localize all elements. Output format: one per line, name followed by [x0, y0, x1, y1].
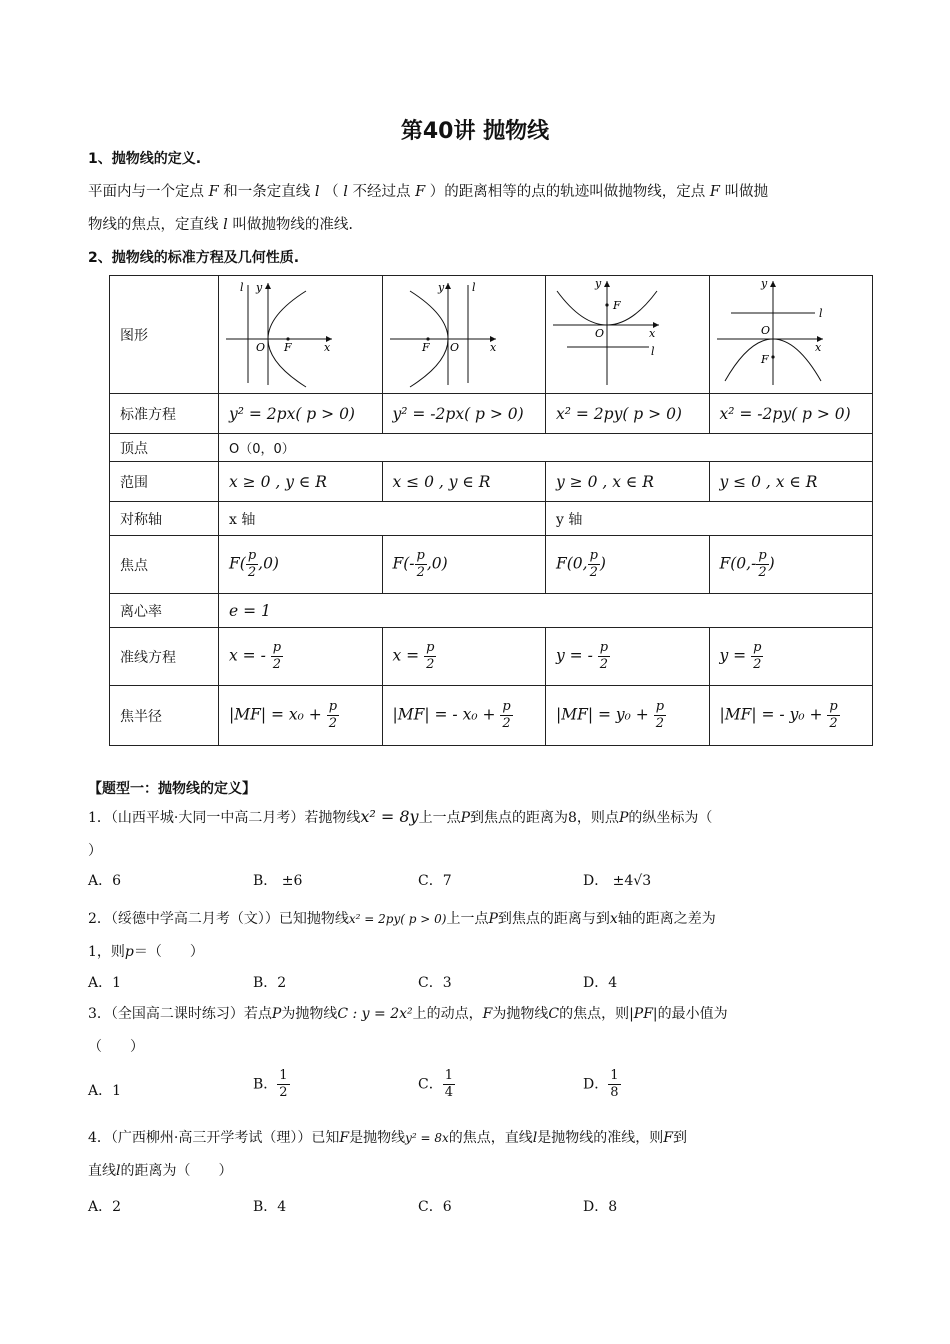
row-label: 焦半径 — [110, 686, 219, 746]
equation-cell: y² = -2px( p > 0) — [382, 394, 546, 434]
figure-cell — [219, 276, 383, 394]
axis-cell: x 轴 — [219, 502, 546, 536]
directrix-cell: y = - $\frac{p}{2}$ — [546, 628, 710, 686]
figure-cell — [709, 276, 873, 394]
option-a[interactable]: A．2 — [88, 1199, 122, 1215]
graph-right-opening — [220, 277, 380, 389]
label-F: F — [421, 340, 430, 354]
question-4-options — [88, 1196, 868, 1226]
focus-cell: F(- $\frac{p}{2}$ ,0) — [382, 536, 546, 594]
range-cell: x ≥ 0 , y ∈ R — [219, 462, 383, 502]
option-c[interactable]: C．6 — [418, 1199, 452, 1215]
table-row-focal-radius — [110, 686, 873, 746]
option-d[interactable]: D． ±4√3 — [583, 873, 652, 889]
focal-radius-cell: |MF| = - x₀ + $\frac{p}{2}$ — [382, 686, 546, 746]
option-a[interactable]: A．1 — [88, 975, 122, 991]
label-O: O — [760, 323, 770, 337]
option-b[interactable]: B． $\frac{1}{2}$ — [253, 1068, 288, 1100]
definition-line-1: 平面内与一个定点 F 和一条定直线 l （ l 不经过点 F ）的距离相等的点的轨迹叫做抛物线，定点 F 叫做抛 — [88, 184, 769, 200]
directrix-cell: x = - $\frac{p}{2}$ — [219, 628, 383, 686]
label-l: l — [471, 280, 476, 294]
axis-cell: y 轴 — [546, 502, 873, 536]
range-cell: y ≥ 0 , x ∈ R — [546, 462, 710, 502]
option-d[interactable]: D． $\frac{1}{8}$ — [583, 1068, 619, 1100]
table-row-equation — [110, 394, 873, 434]
label-F: F — [760, 352, 769, 366]
label-O: O — [449, 340, 459, 354]
label-y: y — [437, 280, 444, 294]
row-label: 范围 — [110, 462, 219, 502]
equation-cell: x² = -2py( p > 0) — [709, 394, 873, 434]
option-a[interactable]: A．1 — [88, 1083, 122, 1099]
focus-cell: F( $\frac{p}{2}$ ,0) — [219, 536, 383, 594]
option-d[interactable]: D．8 — [583, 1199, 618, 1215]
label-l: l — [651, 344, 655, 358]
equation-cell: x² = 2py( p > 0) — [546, 394, 710, 434]
table-row-focus — [110, 536, 873, 594]
row-label: 对称轴 — [110, 502, 219, 536]
option-b[interactable]: B．4 — [253, 1199, 287, 1215]
table-row-axis — [110, 502, 873, 536]
directrix-cell: x = $\frac{p}{2}$ — [382, 628, 546, 686]
label-F: F — [613, 298, 621, 312]
graph-up-opening — [547, 277, 707, 389]
label-y: y — [256, 280, 263, 294]
graph-left-opening — [384, 277, 544, 389]
parabola-properties-table — [109, 275, 873, 746]
range-cell: x ≤ 0 , y ∈ R — [382, 462, 546, 502]
table-row-eccentricity — [110, 594, 873, 628]
definition-paragraph — [88, 176, 868, 242]
question-4: 4．（广西柳州·高三开学考试（理））已知F是抛物线y² = 8x的焦点，直线l是抛物线的准线，则F到 直线l的距离为（ ） — [88, 1130, 687, 1179]
row-label: 顶点 — [110, 434, 219, 462]
label-x: x — [814, 340, 821, 354]
label-x: x — [489, 340, 496, 354]
question-2: 2．（绥德中学高二月考（文））已知抛物线x² = 2py( p > 0)上一点P到焦点的距离与到x轴的距离之差为 1，则p＝（ ） — [88, 911, 716, 960]
section-2-heading: 2、抛物线的标准方程及几何性质. — [88, 250, 300, 266]
question-3: 3．（全国高二课时练习）若点P为抛物线C : y = 2x²上的动点，F为抛物线C的焦点，则|PF|的最小值为 （ ） — [88, 1006, 728, 1055]
question-1: 1．（山西平城·大同一中高二月考）若抛物线x² = 8y上一点P到焦点的距离为8，则点P的纵坐标为（ ） — [88, 807, 713, 859]
focus-cell: F(0, $\frac{p}{2}$ ) — [546, 536, 710, 594]
equation-cell: y² = 2px( p > 0) — [219, 394, 383, 434]
row-label: 准线方程 — [110, 628, 219, 686]
option-c[interactable]: C． $\frac{1}{4}$ — [418, 1068, 453, 1100]
table-row-vertex — [110, 434, 873, 462]
row-label: 离心率 — [110, 594, 219, 628]
eccentricity-cell: e = 1 — [219, 594, 873, 628]
option-d[interactable]: D．4 — [583, 975, 618, 991]
directrix-cell: y = $\frac{p}{2}$ — [709, 628, 873, 686]
graph-down-opening — [711, 277, 871, 389]
label-y: y — [760, 276, 767, 290]
option-b[interactable]: B．2 — [253, 975, 287, 991]
option-c[interactable]: C．3 — [418, 975, 452, 991]
option-b[interactable]: B． ±6 — [253, 873, 303, 889]
table-row-range — [110, 462, 873, 502]
vertex-cell: O（0，0） — [219, 434, 873, 462]
table-row-directrix — [110, 628, 873, 686]
focal-radius-cell: |MF| = - y₀ + $\frac{p}{2}$ — [709, 686, 873, 746]
definition-line-2: 物线的焦点，定直线 l 叫做抛物线的准线. — [88, 217, 353, 233]
row-label: 图形 — [110, 276, 219, 394]
figure-cell — [382, 276, 546, 394]
question-3-options — [88, 1068, 868, 1112]
focal-radius-cell: |MF| = x₀ + $\frac{p}{2}$ — [219, 686, 383, 746]
section-1-heading: 1、抛物线的定义. — [88, 151, 202, 167]
focus-cell: F(0,- $\frac{p}{2}$ ) — [709, 536, 873, 594]
page-title: 第40讲 抛物线 — [400, 119, 550, 144]
label-O: O — [595, 326, 605, 340]
option-c[interactable]: C．7 — [418, 873, 452, 889]
option-a[interactable]: A．6 — [88, 873, 122, 889]
range-cell: y ≤ 0 , x ∈ R — [709, 462, 873, 502]
label-x: x — [324, 340, 331, 354]
row-label: 标准方程 — [110, 394, 219, 434]
question-type-heading: 【题型一：抛物线的定义】 — [88, 781, 256, 797]
label-y: y — [595, 276, 602, 290]
label-x: x — [649, 326, 656, 340]
label-l: l — [240, 280, 244, 294]
focal-radius-cell: |MF| = y₀ + $\frac{p}{2}$ — [546, 686, 710, 746]
row-label: 焦点 — [110, 536, 219, 594]
label-O: O — [256, 340, 266, 354]
question-1-options — [88, 870, 868, 900]
label-F: F — [284, 340, 292, 354]
table-row-figure — [110, 276, 873, 394]
label-l: l — [818, 306, 823, 320]
figure-cell — [546, 276, 710, 394]
